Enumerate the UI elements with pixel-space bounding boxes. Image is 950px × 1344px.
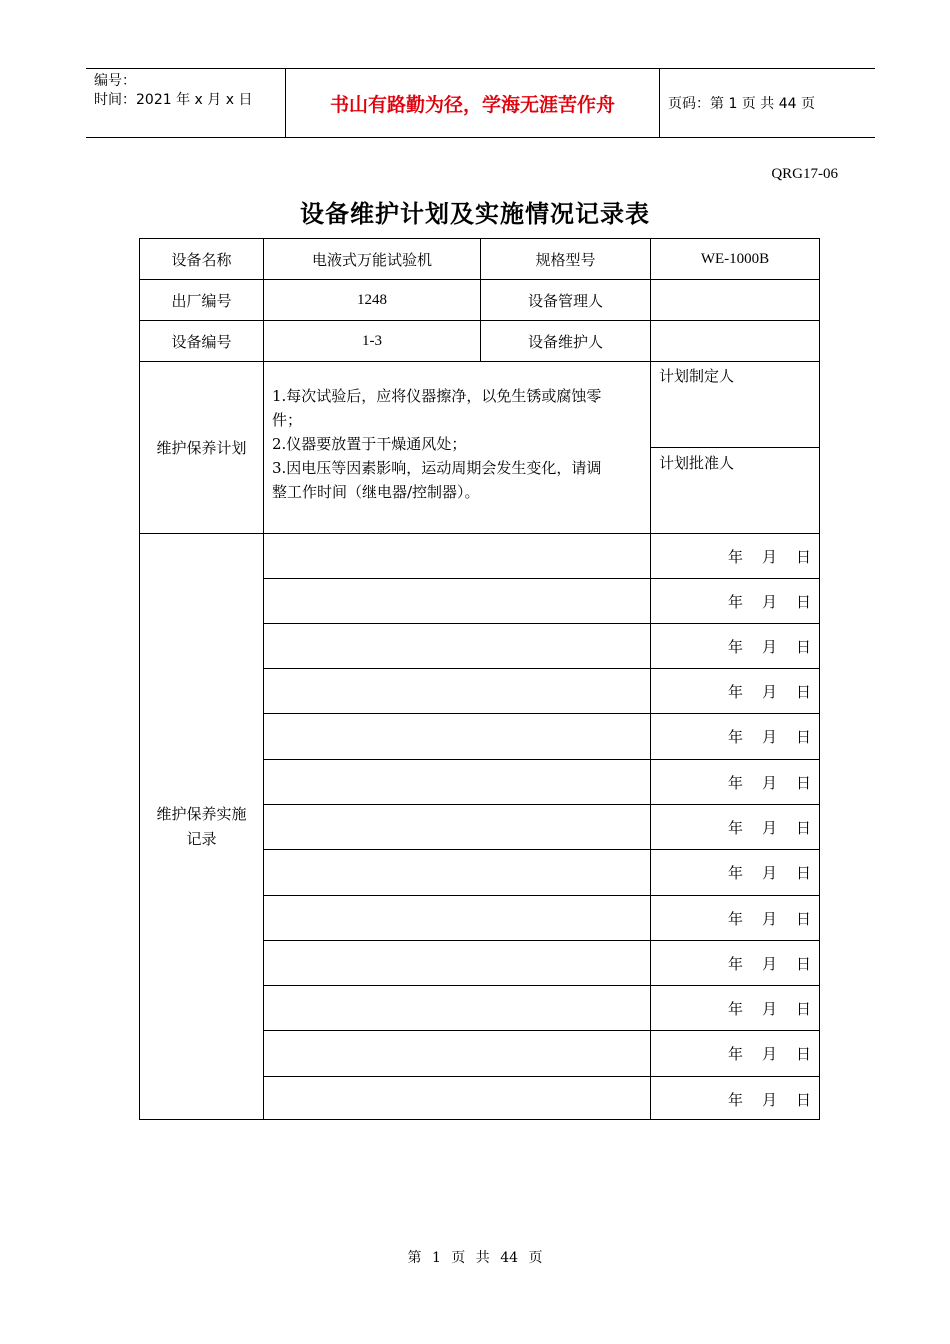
document-header (86, 68, 875, 138)
record-date: 年 月 日 (728, 638, 812, 656)
model-label: 规格型号 (535, 250, 596, 269)
equipment-manager-label: 设备管理人 (527, 291, 603, 310)
record-date: 年 月 日 (728, 955, 812, 973)
equipment-name-label: 设备名称 (171, 250, 232, 269)
record-date: 年 月 日 (728, 910, 812, 928)
plan-approver-label: 计划批准人 (659, 454, 735, 472)
equipment-name-value: 电液式万能试验机 (311, 250, 432, 269)
records-label-line1: 维护保养实施 (156, 804, 247, 823)
record-date: 年 月 日 (728, 548, 812, 566)
document-code: QRG17-06 (771, 166, 838, 182)
serial-number-label: 出厂编号 (171, 291, 232, 310)
records-label (140, 534, 263, 1119)
header-motto: 书山有路勤为径，学海无涯苦作舟 (286, 69, 660, 137)
header-page-label: 页码：第 1 页 共 44 页 (668, 96, 815, 112)
header-meta (86, 69, 286, 137)
page-title: 设备维护计划及实施情况记录表 (300, 199, 650, 228)
number-label: 编号： (94, 73, 136, 89)
record-date: 年 月 日 (728, 728, 812, 746)
record-date: 年 月 日 (728, 819, 812, 837)
maintainer-label: 设备维护人 (527, 332, 603, 351)
model-value: WE-1000B (700, 250, 770, 267)
equipment-number-label: 设备编号 (171, 332, 232, 351)
plan-content (272, 384, 648, 504)
equipment-manager-value (651, 280, 819, 320)
record-date: 年 月 日 (728, 683, 812, 701)
record-table (139, 238, 820, 1120)
record-date: 年 月 日 (728, 864, 812, 882)
page-footer: 第 1 页 共 44 页 (407, 1250, 543, 1266)
record-date: 年 月 日 (728, 593, 812, 611)
maintainer-value (651, 321, 819, 361)
record-date: 年 月 日 (728, 774, 812, 792)
record-date: 年 月 日 (728, 1000, 812, 1018)
plan-line: 件； (272, 411, 303, 429)
plan-line: 2.仪器要放置于干燥通风处； (272, 435, 467, 453)
equipment-number-value: 1-3 (362, 332, 382, 349)
record-date: 年 月 日 (728, 1091, 812, 1109)
record-date: 年 月 日 (728, 1045, 812, 1063)
plan-line: 整工作时间（继电器/控制器）。 (272, 483, 480, 501)
plan-line: 3.因电压等因素影响，运动周期会发生变化，请调 (272, 459, 602, 477)
records-label-line2: 记录 (186, 829, 217, 848)
plan-label: 维护保养计划 (156, 439, 247, 457)
serial-number-value: 1248 (357, 291, 387, 308)
plan-maker-label: 计划制定人 (659, 367, 735, 385)
time-label: 时间：2021 年 x 月 x 日 (94, 92, 253, 108)
plan-line: 1.每次试验后，应将仪器擦净，以免生锈或腐蚀零 (272, 387, 602, 405)
